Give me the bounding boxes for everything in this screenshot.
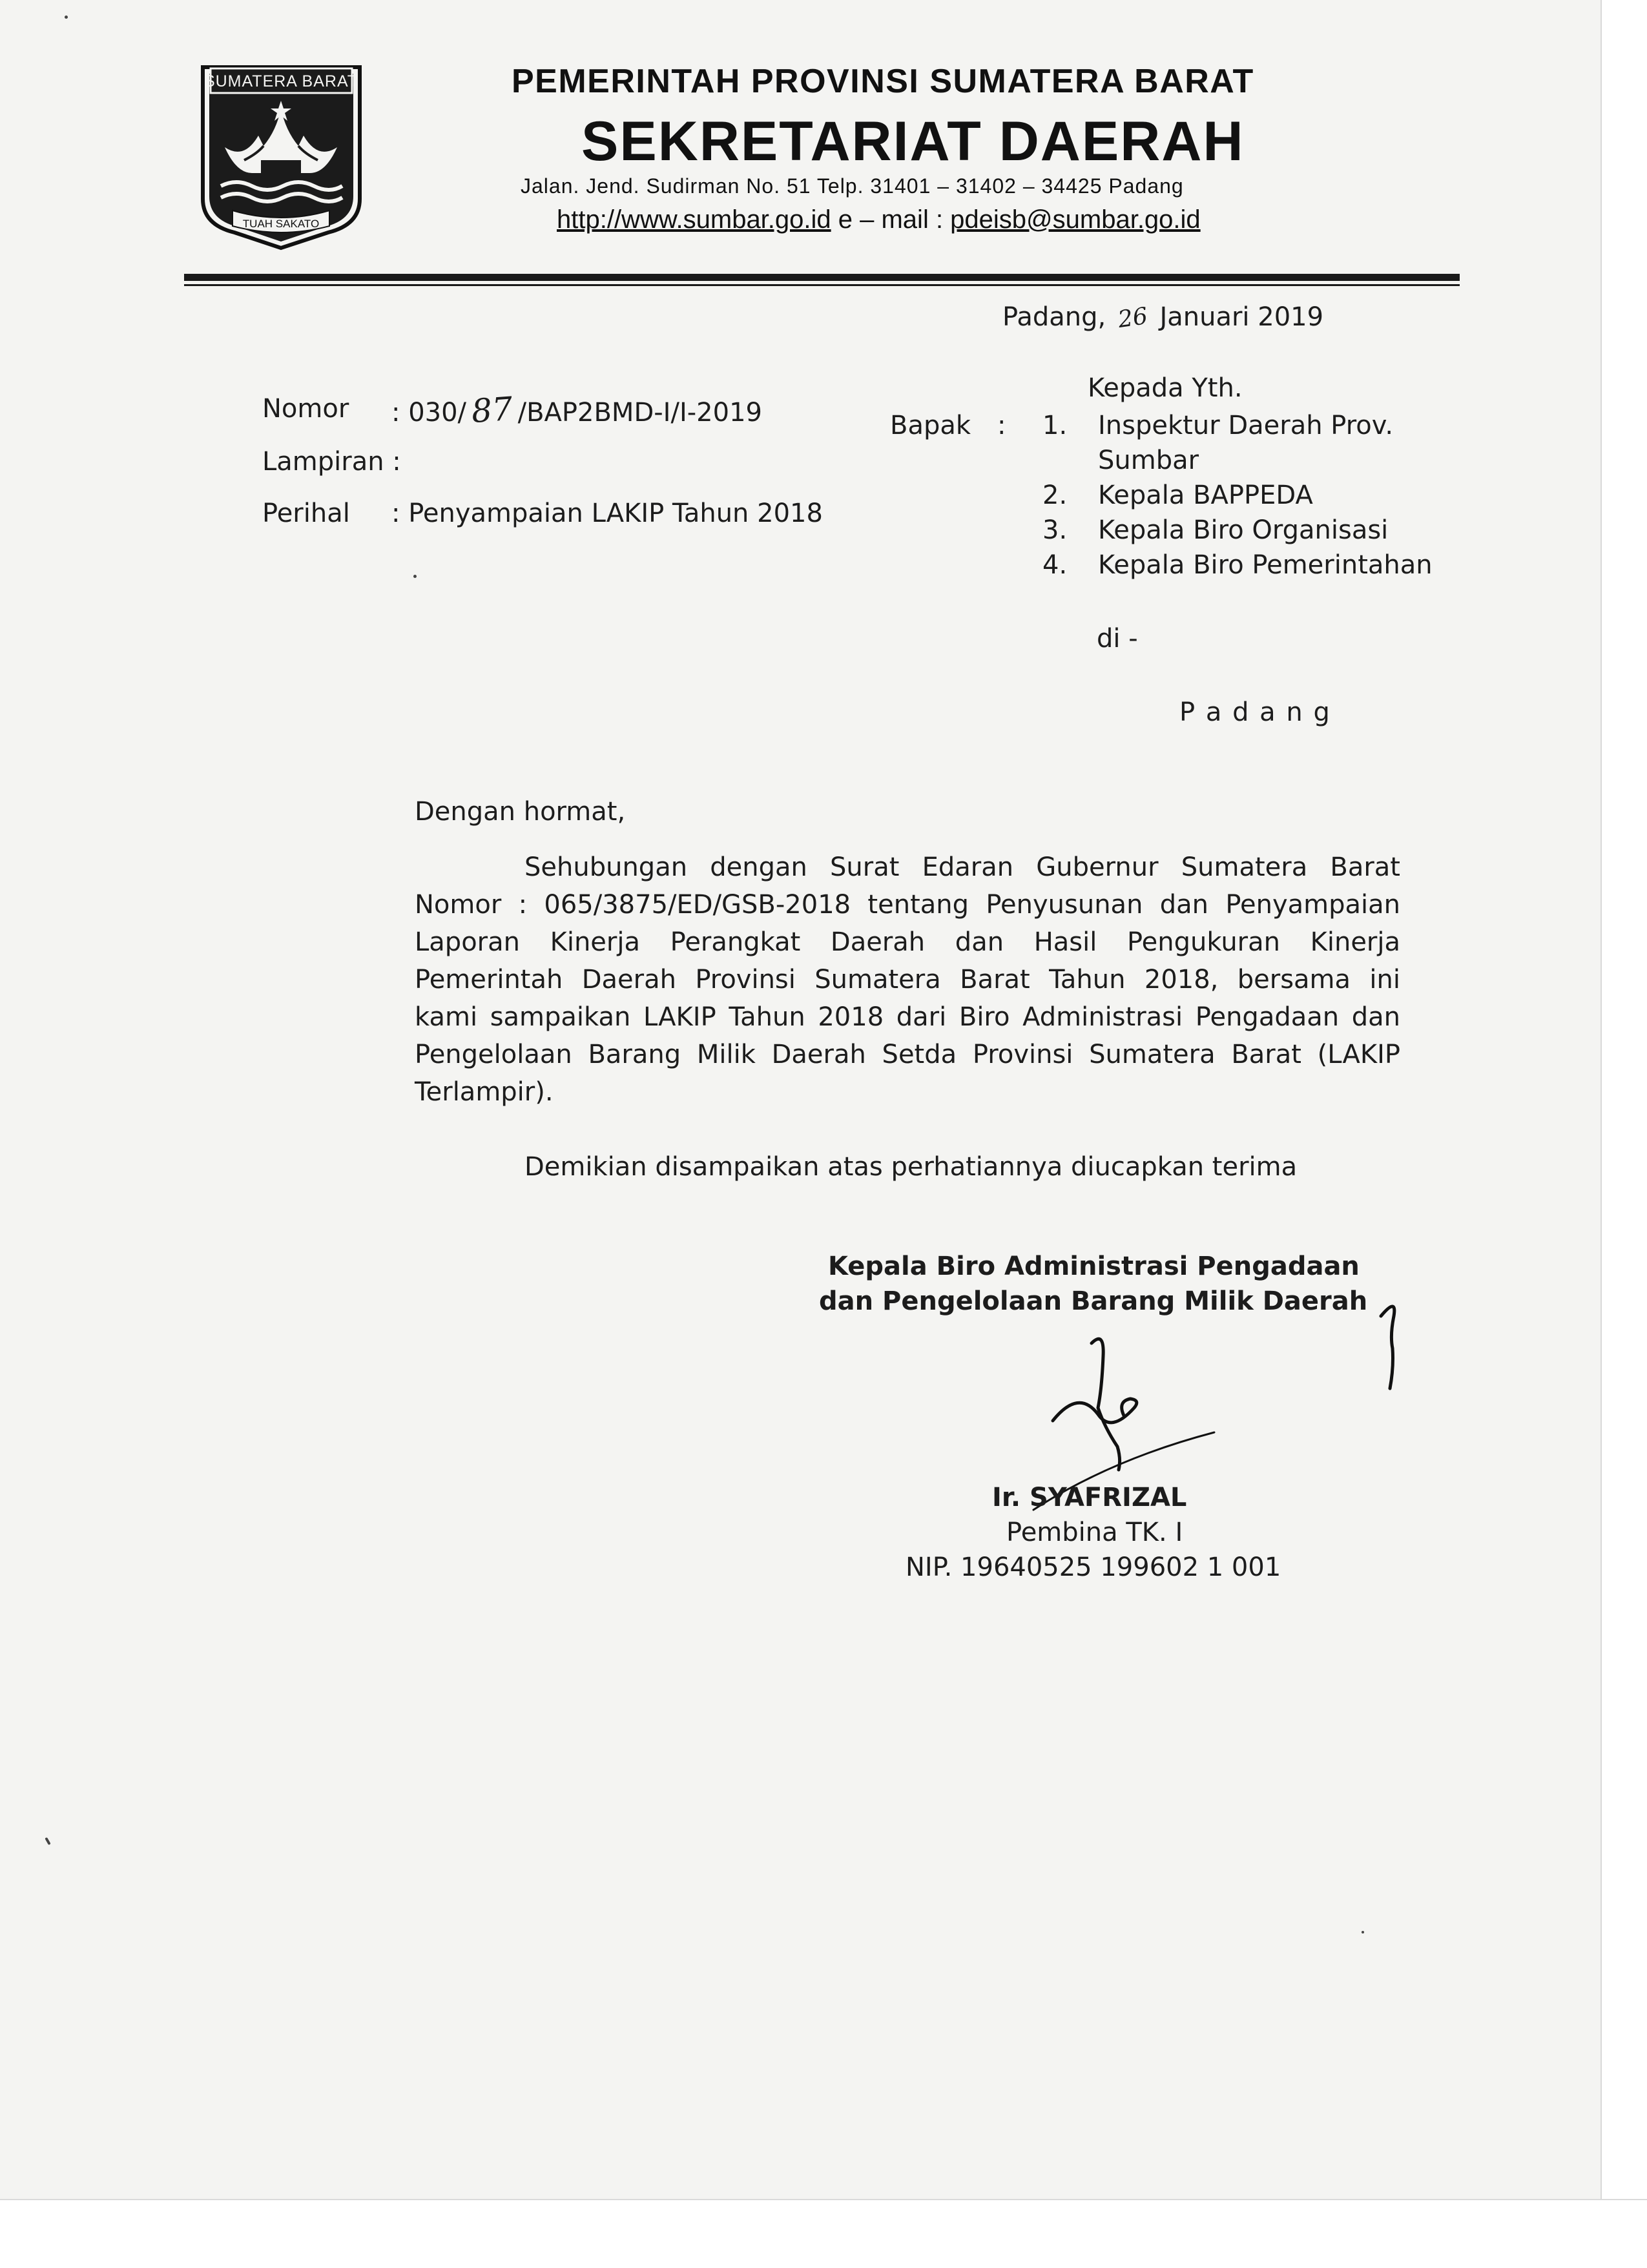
scan-speck [1362,1931,1364,1933]
body-line: Laporan Kinerja Perangkat Daerah dan Hasil Pengukuran Kinerja [415,927,1400,957]
recipient-number: 2. [1042,480,1068,510]
email-label: e – mail : [831,205,951,234]
signatory-nip: NIP. 19640525 199602 1 001 [906,1552,1281,1582]
body-line: Pemerintah Daerah Provinsi Sumatera Barat Tahun 2018, bersama ini [415,965,1400,995]
signatory-title-line-2: dan Pengelolaan Barang Milik Daerah [819,1286,1368,1316]
scan-speck [413,575,417,578]
recipient-name: Kepala Biro Pemerintahan [1098,550,1433,580]
recipient-name-continued: Sumbar [1098,446,1199,475]
bapak-colon: : [997,411,1006,440]
initial-mark [1368,1290,1413,1394]
recipient-number: 1. [1042,411,1068,440]
body-line: kami sampaikan LAKIP Tahun 2018 dari Biro Administrasi Pengadaan dan [415,1002,1400,1032]
salutation: Dengan hormat, [415,797,626,827]
nomor-label: Nomor [262,394,349,424]
perihal-value: : Penyampaian LAKIP Tahun 2018 [391,499,823,528]
nomor-prefix: : 030/ [391,398,467,428]
recipient-name: Kepala Biro Organisasi [1098,515,1389,545]
handwritten-number: 87 [470,389,514,431]
body-line: Pengelolaan Barang Milik Daerah Setda Provinsi Sumatera Barat (LAKIP [415,1040,1400,1069]
destination-city: P a d a n g [1179,697,1331,727]
body-line: Sehubungan dengan Surat Edaran Gubernur Sumatera Barat [524,852,1400,882]
di-label: di - [1097,624,1138,654]
province-emblem-logo [199,63,364,252]
recipient-name: Inspektur Daerah Prov. [1098,411,1394,440]
nomor-value [391,391,762,429]
nomor-suffix: /BAP2BMD-I/I-2019 [517,398,762,428]
handwritten-day: 26 [1116,303,1150,333]
signatory-title-line-1: Kepala Biro Administrasi Pengadaan [828,1252,1360,1281]
letterhead-divider-thin [184,284,1460,286]
kepada-yth: Kepada Yth. [1088,373,1243,403]
svg-text:TUAH SAKATO: TUAH SAKATO [242,218,320,230]
email-link[interactable]: pdeisb@sumbar.go.id [950,205,1201,234]
body-line: Terlampir). [415,1077,554,1107]
body-line: Nomor : 065/3875/ED/GSB-2018 tentang Penyusunan dan Penyampaian [415,890,1400,920]
closing-sentence: Demikian disampaikan atas perhatiannya diucapkan terima [524,1152,1298,1182]
recipient-name: Kepala BAPPEDA [1098,480,1313,510]
scan-speck [45,1837,50,1845]
recipient-number: 3. [1042,515,1068,545]
government-heading: PEMERINTAH PROVINSI SUMATERA BARAT [512,63,1254,100]
recipient-number: 4. [1042,550,1068,580]
date-place: Padang, [1002,302,1106,332]
letterhead-contact [557,205,1201,234]
office-heading: SEKRETARIAT DAERAH [581,110,1245,172]
scan-speck [65,15,68,19]
letterhead-divider-thick [184,274,1460,281]
scan-edge-bottom [0,2199,1647,2268]
signatory-rank: Pembina TK. I [1006,1518,1183,1547]
bapak-label: Bapak [890,411,971,440]
letter-date [1002,302,1323,332]
letterhead-address: Jalan. Jend. Sudirman No. 51 Telp. 31401 – 31402 – 34425 Padang [521,174,1184,198]
signatory-name: Ir. SYAFRIZAL [992,1483,1187,1512]
perihal-label: Perihal [262,499,350,528]
lampiran-label: Lampiran : [262,447,401,477]
scan-edge-right [1600,0,1647,2267]
date-month-year: Januari 2019 [1159,302,1324,332]
svg-text:SUMATERA BARAT: SUMATERA BARAT [203,72,358,90]
website-link[interactable]: http://www.sumbar.go.id [557,205,831,234]
